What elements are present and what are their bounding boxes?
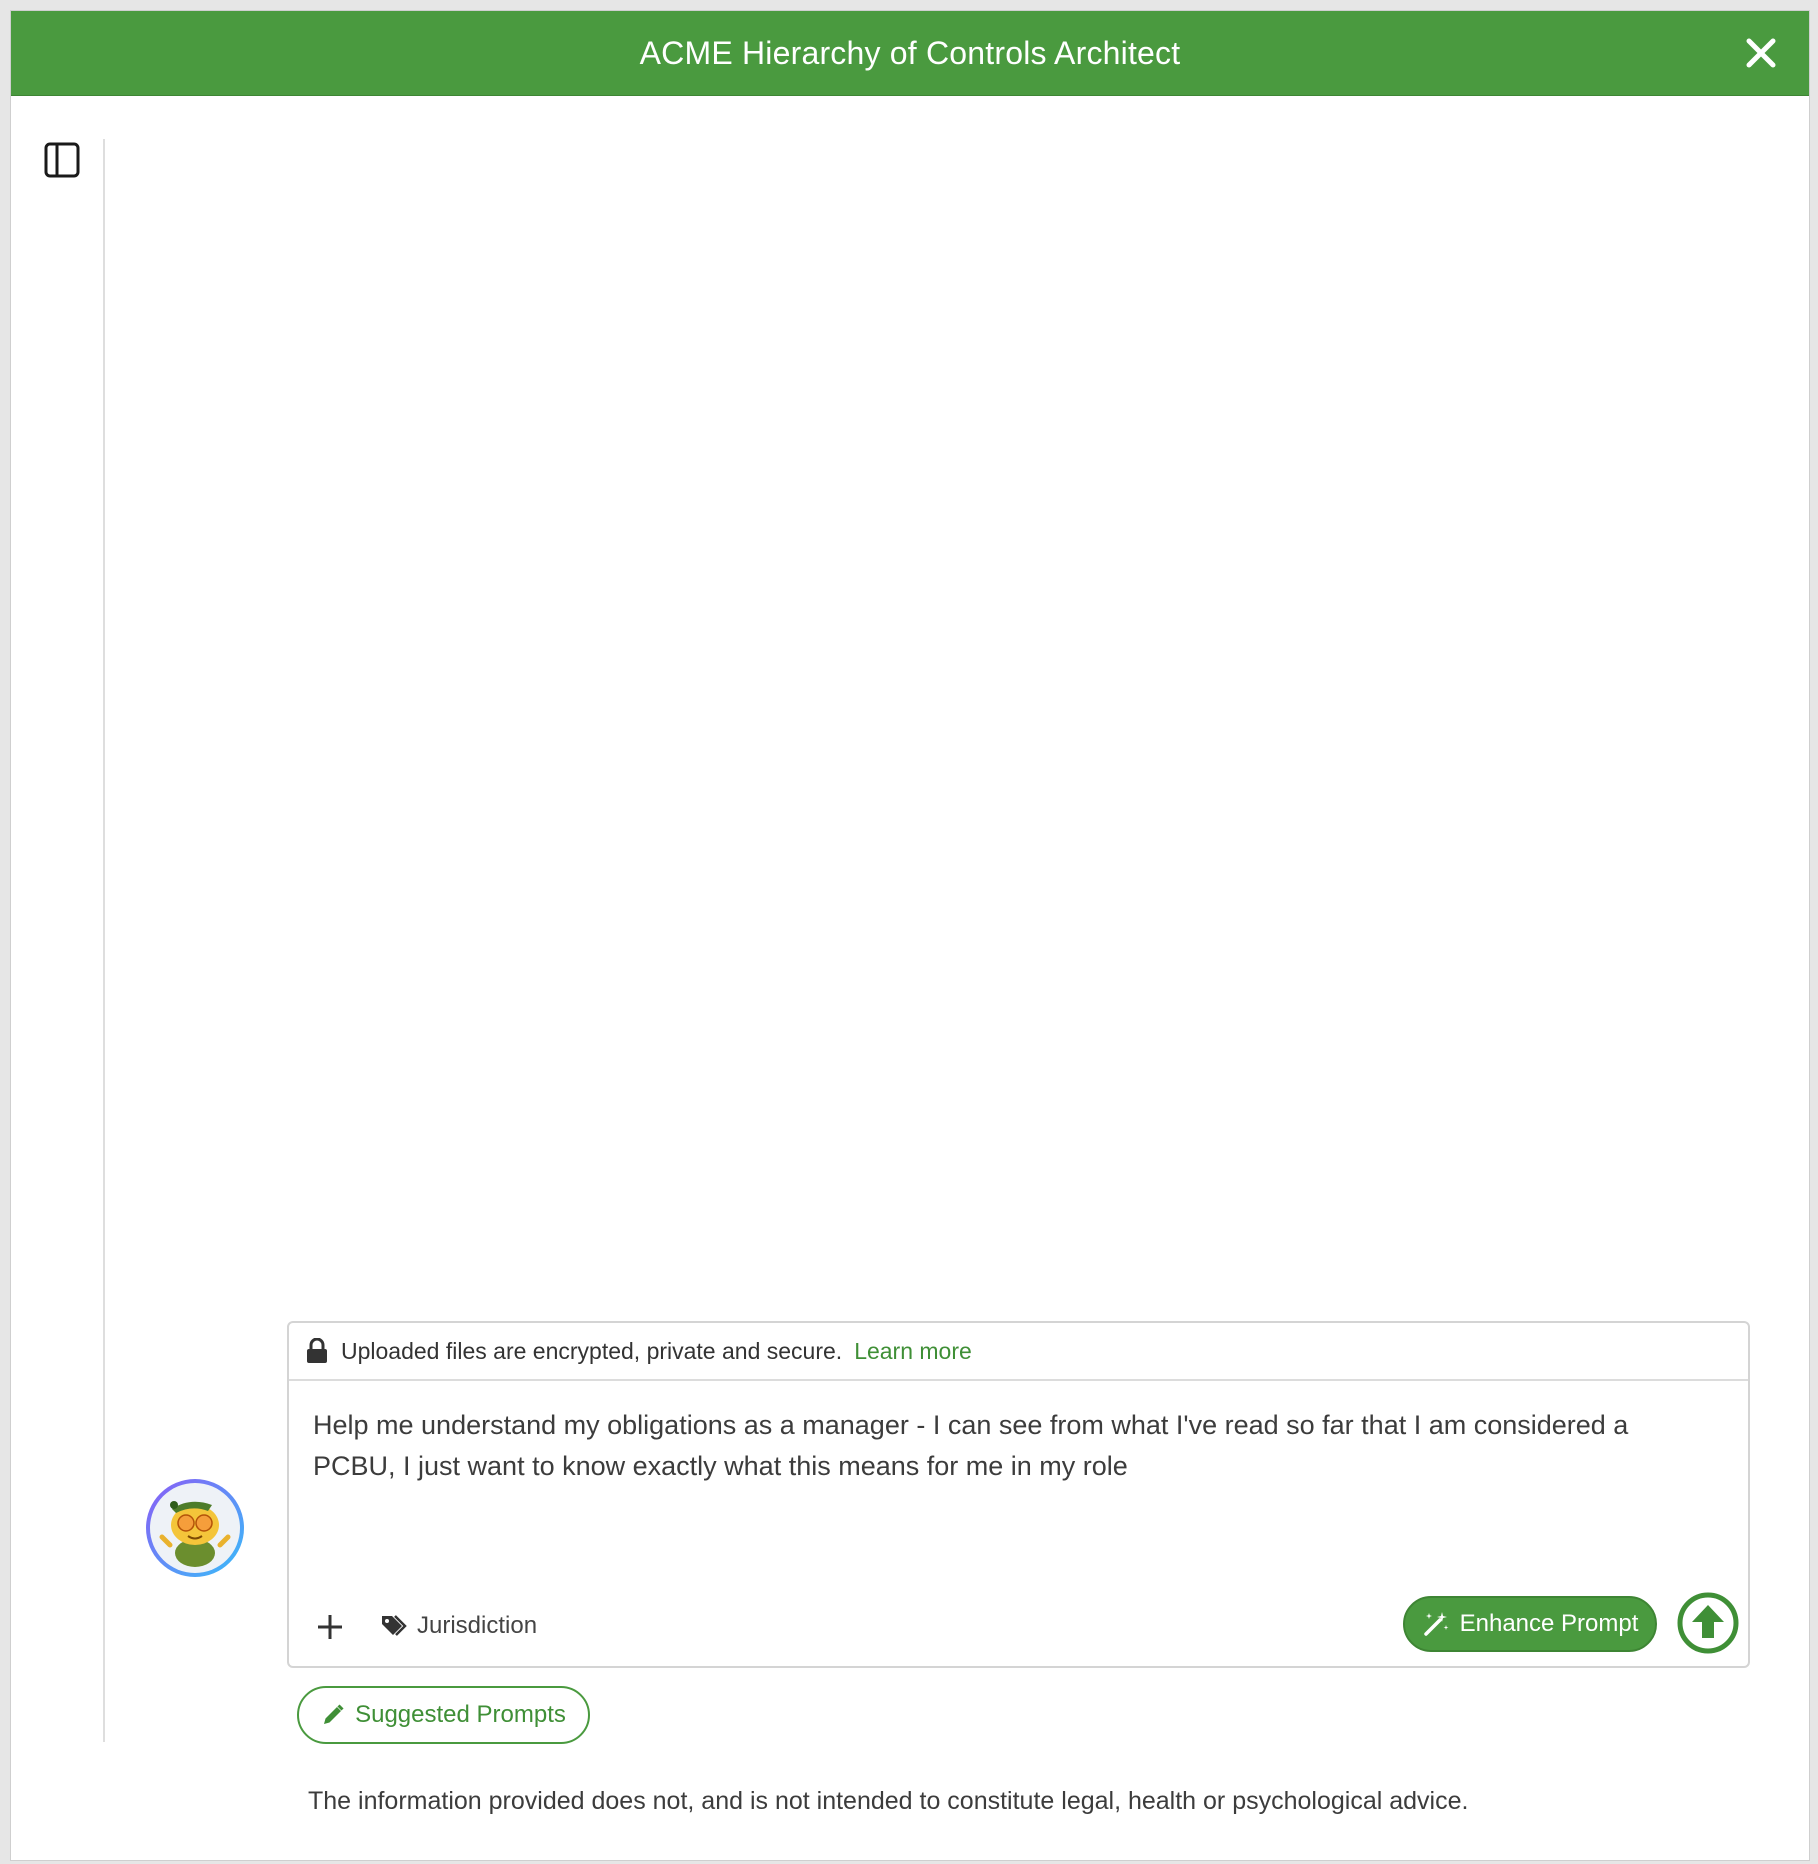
learn-more-link[interactable]: Learn more	[854, 1337, 972, 1364]
disclaimer-text: The information provided does not, and is not intended to constitute legal, health or psychological advice.	[308, 1787, 1469, 1815]
encryption-notice	[289, 1323, 1748, 1381]
sidebar-toggle-icon[interactable]	[43, 141, 81, 179]
prompt-input[interactable]: Help me understand my obligations as a manager - I can see from what I've read so far that I am considered a PCBU, I just want to know exactly what this means for me in my role	[313, 1410, 1629, 1481]
message-composer	[287, 1321, 1750, 1668]
mascot-avatar-icon	[150, 1483, 240, 1573]
suggested-prompts-button[interactable]	[297, 1686, 590, 1744]
sidebar-divider	[103, 139, 105, 1742]
tags-icon	[381, 1614, 407, 1638]
close-icon[interactable]	[1741, 33, 1781, 73]
jurisdiction-label: Jurisdiction	[417, 1612, 538, 1639]
lock-icon	[305, 1338, 329, 1364]
pencil-icon	[321, 1703, 345, 1727]
composer-toolbar	[289, 1596, 1748, 1656]
send-button[interactable]	[1677, 1592, 1739, 1654]
enhance-prompt-button[interactable]	[1403, 1596, 1657, 1652]
jurisdiction-button[interactable]	[381, 1606, 537, 1646]
enhance-prompt-label: Enhance Prompt	[1459, 1610, 1639, 1637]
avatar	[146, 1479, 244, 1577]
magic-wand-icon	[1422, 1610, 1450, 1638]
add-attachment-button[interactable]	[315, 1612, 345, 1642]
suggested-prompts-label: Suggested Prompts	[355, 1701, 566, 1728]
title-bar	[11, 11, 1809, 96]
chat-window	[10, 10, 1810, 1861]
plus-icon	[315, 1612, 345, 1642]
arrow-up-circle-icon	[1677, 1592, 1739, 1654]
page-title: ACME Hierarchy of Controls Architect	[639, 34, 1181, 71]
encryption-notice-text: Uploaded files are encrypted, private and secure.	[341, 1337, 843, 1364]
